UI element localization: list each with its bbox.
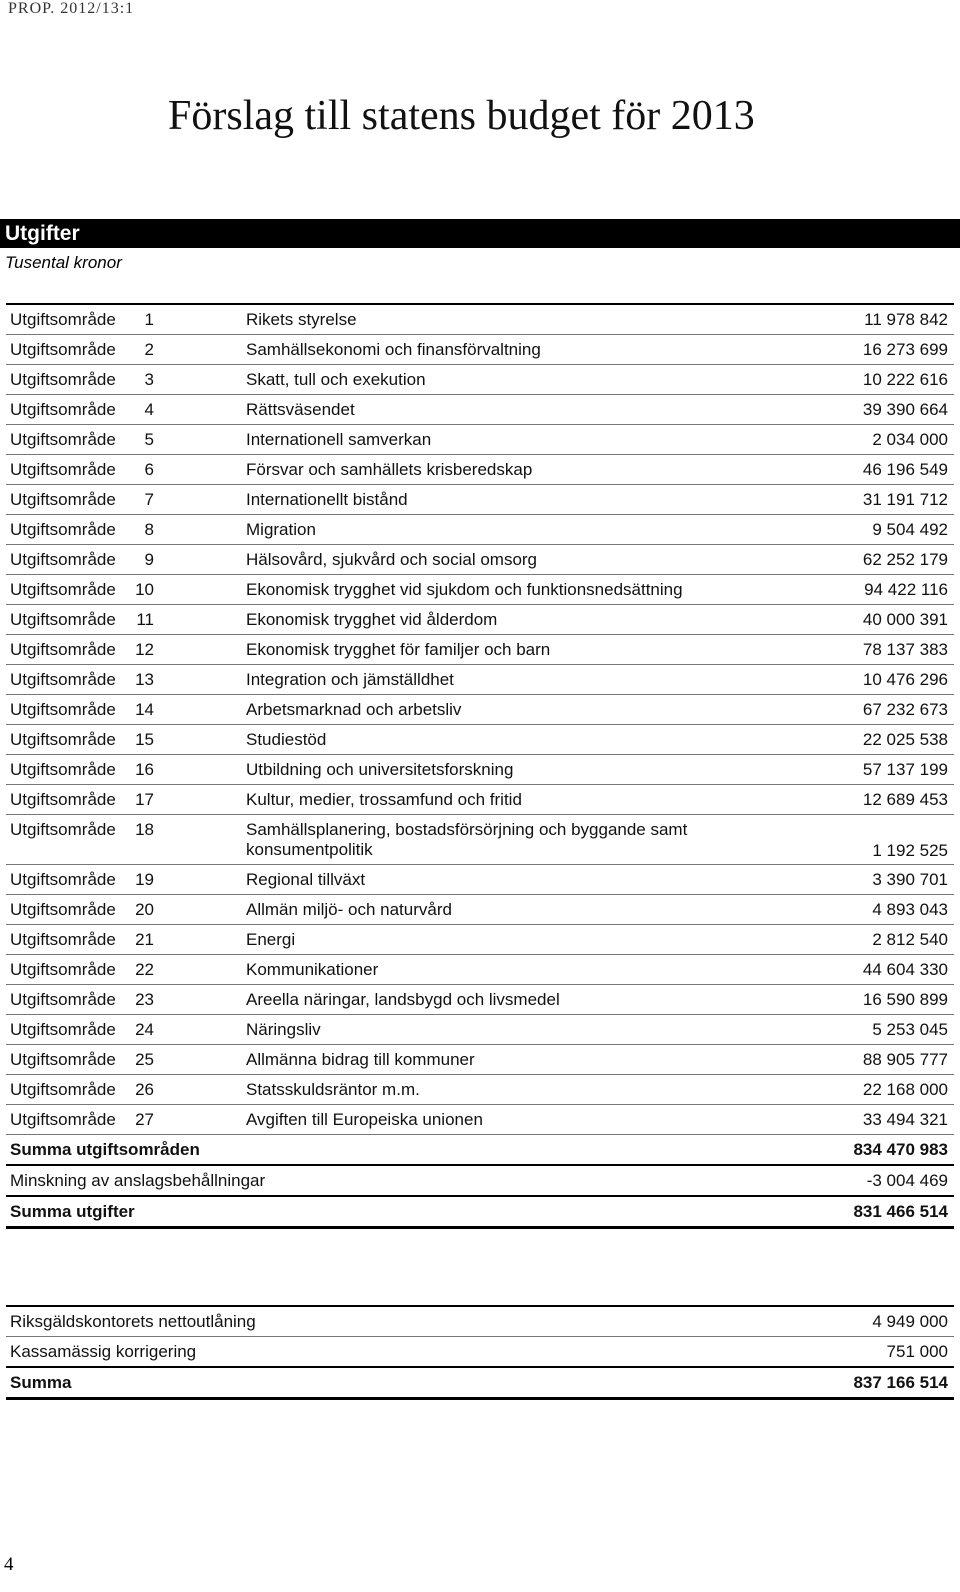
amount: 46 196 549 [862,460,948,479]
amount: 16 590 899 [862,990,948,1009]
area-name [246,820,687,860]
area-number: 25 [135,1050,154,1069]
total-label: Summa utgiftsområden [10,1140,200,1159]
area-number: 3 [144,370,154,389]
area-name-line: Skatt, tull och exekution [246,370,426,389]
area-name-line: Allmänna bidrag till kommuner [246,1050,475,1069]
net-label: Summa [10,1373,72,1392]
area-name [246,580,683,600]
amount: 62 252 179 [862,550,948,569]
area-label: Utgiftsområde [10,460,116,479]
area-number: 1 [144,310,154,329]
amount: 31 191 712 [862,490,948,509]
amount: 40 000 391 [862,610,948,629]
net-label: Kassamässig korrigering [10,1342,197,1361]
area-number: 14 [135,700,154,719]
area-number: 16 [135,760,154,779]
area-number: 12 [135,640,154,659]
unit-caption: Tusental kronor [5,253,122,272]
area-label: Utgiftsområde [10,730,116,749]
area-name [246,370,426,390]
area-name [246,670,454,690]
area-number: 8 [144,520,154,539]
area-name-line: Arbetsmarknad och arbetsliv [246,700,462,719]
document-title: Förslag till statens budget för 2013 [168,93,755,139]
area-name [246,310,357,330]
net-label: Riksgäldskontorets nettoutlåning [10,1312,256,1331]
table-row [6,335,954,365]
net-amount: 751 000 [886,1342,948,1361]
table-row [6,485,954,515]
net-amount: 4 949 000 [872,1312,948,1331]
area-label: Utgiftsområde [10,580,116,599]
net-amount: 837 166 514 [853,1373,948,1392]
area-name-line: Allmän miljö- och naturvård [246,900,452,919]
table-row [6,1045,954,1075]
area-name-line: Ekonomisk trygghet vid sjukdom och funktionsnedsättning [246,580,683,599]
area-number: 20 [135,900,154,919]
amount: 2 812 540 [872,930,948,949]
amount: 10 222 616 [862,370,948,389]
area-name [246,960,378,980]
net-row [6,1337,954,1368]
total-label: Minskning av anslagsbehållningar [10,1171,266,1190]
area-name [246,1080,420,1100]
area-number: 9 [144,550,154,569]
area-name-line: Statsskuldsräntor m.m. [246,1080,420,1099]
table-row [6,955,954,985]
table-row [6,925,954,955]
area-number: 4 [144,400,154,419]
table-row [6,425,954,455]
area-name-line: Samhällsplanering, bostadsförsörjning och byggande samt [246,820,688,839]
area-name-line: Kommunikationer [246,960,379,979]
area-name-line: Ekonomisk trygghet vid ålderdom [246,610,498,629]
area-name-line: Studiestöd [246,730,327,749]
area-name [246,520,316,540]
area-name [246,730,326,750]
area-label: Utgiftsområde [10,430,116,449]
area-name [246,610,497,630]
area-number: 6 [144,460,154,479]
amount: 39 390 664 [862,400,948,419]
section-header-bar [0,219,960,248]
area-name-line: Migration [246,520,316,539]
amount: 22 025 538 [862,730,948,749]
table-row [6,455,954,485]
area-name-line: Försvar och samhällets krisberedskap [246,460,533,479]
area-name [246,1050,475,1070]
area-label: Utgiftsområde [10,1110,116,1129]
table-row [6,1015,954,1045]
area-name-line: Energi [246,930,296,949]
total-row [6,1197,954,1229]
area-label: Utgiftsområde [10,990,116,1009]
area-name-line: Näringsliv [246,1020,321,1039]
area-number: 15 [135,730,154,749]
area-label: Utgiftsområde [10,1020,116,1039]
area-name [246,900,452,920]
table-row [6,725,954,755]
area-label: Utgiftsområde [10,900,116,919]
area-name [246,550,537,570]
area-label: Utgiftsområde [10,400,116,419]
amount: 2 034 000 [872,430,948,449]
area-name [246,760,513,780]
area-number: 27 [135,1110,154,1129]
area-label: Utgiftsområde [10,870,116,889]
total-amount: -3 004 469 [866,1171,948,1190]
table-row [6,815,954,865]
amount: 5 253 045 [872,1020,948,1039]
amount: 33 494 321 [862,1110,948,1129]
net-row [6,1307,954,1337]
amount: 3 390 701 [872,870,948,889]
area-number: 18 [135,820,154,839]
area-number: 17 [135,790,154,809]
area-name [246,700,461,720]
table-row [6,865,954,895]
amount: 88 905 777 [862,1050,948,1069]
area-label: Utgiftsområde [10,700,116,719]
area-name-line: Ekonomisk trygghet för familjer och barn [246,640,551,659]
area-name [246,430,431,450]
area-label: Utgiftsområde [10,310,116,329]
area-name-line: Avgiften till Europeiska unionen [246,1110,483,1129]
table-row [6,755,954,785]
table-row [6,635,954,665]
area-label: Utgiftsområde [10,1050,116,1069]
area-label: Utgiftsområde [10,820,116,839]
area-name-line: Regional tillväxt [246,870,366,889]
table-row [6,895,954,925]
amount: 9 504 492 [872,520,948,539]
area-name [246,990,560,1010]
amount: 11 978 842 [864,310,948,329]
section-title: Utgifter [5,222,80,245]
amount: 16 273 699 [862,340,948,359]
area-label: Utgiftsområde [10,550,116,569]
area-name-line: Areella näringar, landsbygd och livsmedel [246,990,560,1009]
running-head: PROP. 2012/13:1 [8,0,135,17]
amount: 94 422 116 [864,580,948,599]
area-number: 21 [135,930,154,949]
table-row [6,785,954,815]
total-amount: 831 466 514 [853,1202,948,1221]
area-label: Utgiftsområde [10,340,116,359]
area-number: 23 [135,990,154,1009]
area-name-line: Hälsovård, sjukvård och social omsorg [246,550,538,569]
area-name-line: Rättsväsendet [246,400,355,419]
table-row [6,695,954,725]
area-name [246,400,355,420]
table-row [6,1105,954,1135]
area-name [246,460,532,480]
amount: 10 476 296 [862,670,948,689]
amount: 57 137 199 [862,760,948,779]
page-number: 4 [4,1554,14,1575]
area-number: 11 [136,610,154,629]
area-number: 7 [144,490,154,509]
area-label: Utgiftsområde [10,640,116,659]
area-number: 19 [135,870,154,889]
area-number: 13 [135,670,154,689]
area-number: 10 [135,580,154,599]
area-name [246,790,522,810]
net-lending-table [6,1305,954,1400]
area-label: Utgiftsområde [10,760,116,779]
area-number: 24 [135,1020,154,1039]
area-name-line-2: konsumentpolitik [246,840,373,859]
amount: 1 192 525 [872,841,948,860]
net-row [6,1368,954,1400]
area-label: Utgiftsområde [10,670,116,689]
area-number: 22 [135,960,154,979]
area-name-line: Internationell samverkan [246,430,432,449]
area-name-line: Samhällsekonomi och finansförvaltning [246,340,541,359]
area-name [246,930,295,950]
area-name [246,1110,483,1130]
table-row [6,985,954,1015]
table-row [6,515,954,545]
area-name [246,1020,321,1040]
area-name [246,870,365,890]
area-label: Utgiftsområde [10,490,116,509]
area-label: Utgiftsområde [10,520,116,539]
area-number: 26 [135,1080,154,1099]
area-label: Utgiftsområde [10,610,116,629]
table-row [6,545,954,575]
table-row [6,395,954,425]
table-row [6,1075,954,1105]
table-row [6,365,954,395]
area-number: 5 [144,430,154,449]
area-name-line: Rikets styrelse [246,310,357,329]
amount: 4 893 043 [872,900,948,919]
area-name-line: Utbildning och universitetsforskning [246,760,514,779]
area-number: 2 [144,340,154,359]
area-name [246,640,550,660]
area-label: Utgiftsområde [10,790,116,809]
area-label: Utgiftsområde [10,1080,116,1099]
total-row [6,1135,954,1166]
amount: 22 168 000 [862,1080,948,1099]
expenditure-table [6,303,954,1229]
area-name [246,340,541,360]
amount: 78 137 383 [862,640,948,659]
table-row [6,665,954,695]
amount: 12 689 453 [862,790,948,809]
total-amount: 834 470 983 [853,1140,948,1159]
area-name [246,490,408,510]
amount: 44 604 330 [862,960,948,979]
amount: 67 232 673 [862,700,948,719]
table-row [6,575,954,605]
area-label: Utgiftsområde [10,930,116,949]
area-label: Utgiftsområde [10,370,116,389]
area-name-line: Internationellt bistånd [246,490,408,509]
table-row [6,605,954,635]
total-row [6,1166,954,1197]
area-name-line: Kultur, medier, trossamfund och fritid [246,790,522,809]
table-row [6,305,954,335]
area-name-line: Integration och jämställdhet [246,670,454,689]
total-label: Summa utgifter [10,1202,135,1221]
area-label: Utgiftsområde [10,960,116,979]
